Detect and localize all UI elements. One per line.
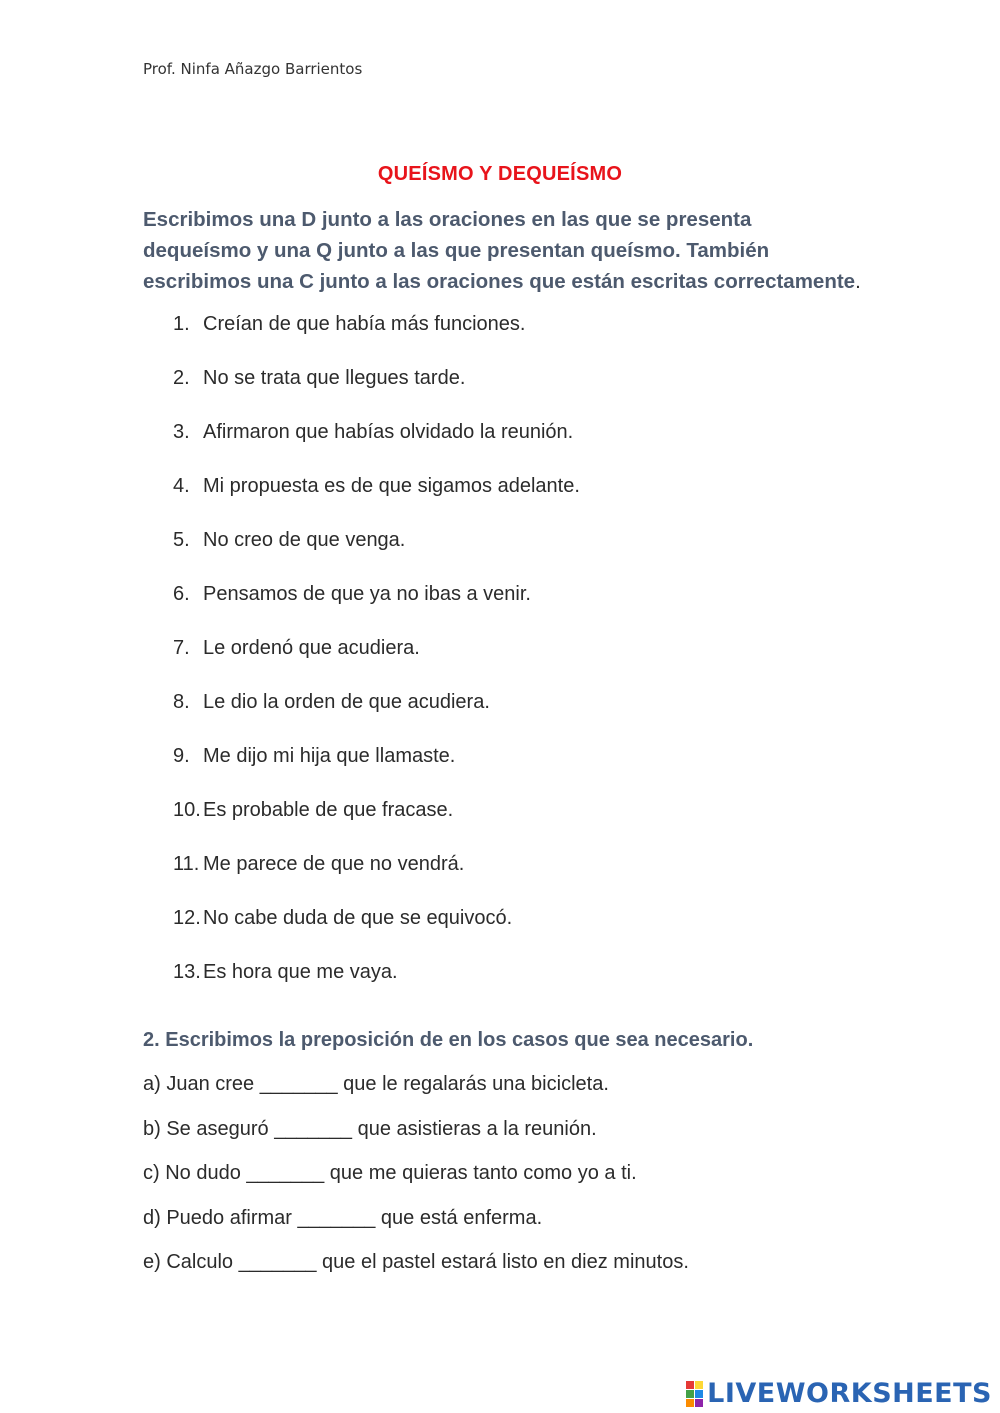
item-text: Afirmaron que habías olvidado la reunión.	[203, 421, 574, 443]
item-number: 6.	[173, 583, 190, 605]
item-number: 9.	[173, 745, 190, 767]
list-item	[173, 313, 580, 367]
item-text: Le ordenó que acudiera.	[203, 637, 420, 659]
item-text: Me dijo mi hija que llamaste.	[203, 745, 456, 767]
sentence-list	[173, 313, 580, 1015]
item-number: 5.	[173, 529, 190, 551]
item-text: Pensamos de que ya no ibas a venir.	[203, 583, 531, 605]
list-item	[173, 421, 580, 475]
list-item	[173, 745, 580, 799]
item-text: No se trata que llegues tarde.	[203, 367, 466, 389]
list-item	[173, 961, 580, 1015]
liveworksheets-logo	[686, 1378, 992, 1409]
item-text: Es hora que me vaya.	[203, 961, 398, 983]
fill-in-list	[143, 1073, 689, 1296]
item-number: 3.	[173, 421, 190, 443]
fill-item: c) No dudo _______ que me quieras tanto como yo a ti.	[143, 1162, 637, 1184]
instructions-text: Escribimos una D junto a las oraciones en las que se presenta dequeísmo y una Q junto a las que presentan queísmo. También escribimos una C junto a las oraciones que están escritas correctamente	[143, 208, 856, 293]
list-item	[173, 475, 580, 529]
item-text: No cabe duda de que se equivocó.	[203, 907, 513, 929]
logo-block	[686, 1399, 694, 1407]
fill-item: d) Puedo afirmar _______ que está enferma.	[143, 1206, 543, 1229]
item-number: 12.	[173, 907, 201, 929]
item-number: 4.	[173, 475, 190, 497]
logo-text: LIVEWORKSHEETS	[707, 1378, 992, 1409]
logo-block	[686, 1381, 694, 1389]
item-number: 7.	[173, 637, 190, 659]
logo-block	[695, 1399, 703, 1407]
item-text: Es probable de que fracase.	[203, 799, 454, 821]
logo-blocks-icon	[686, 1381, 703, 1407]
list-item	[173, 367, 580, 421]
fill-item: a) Juan cree _______ que le regalarás una bicicleta.	[143, 1073, 609, 1095]
list-item	[173, 853, 580, 907]
list-item	[173, 637, 580, 691]
worksheet-title: QUEÍSMO Y DEQUEÍSMO	[377, 163, 623, 185]
fill-item: e) Calculo _______ que el pastel estará listo en diez minutos.	[143, 1251, 689, 1273]
section2-title: 2. Escribimos la preposición de en los casos que sea necesario.	[143, 1029, 754, 1051]
item-text: Le dio la orden de que acudiera.	[203, 691, 490, 713]
item-number: 13.	[173, 961, 201, 983]
item-number: 2.	[173, 367, 190, 389]
list-item	[173, 529, 580, 583]
logo-block	[686, 1390, 694, 1398]
item-number: 8.	[173, 691, 190, 713]
item-text: Me parece de que no vendrá.	[203, 853, 465, 875]
logo-block	[695, 1381, 703, 1389]
list-item	[173, 907, 580, 961]
item-number: 10.	[173, 799, 201, 821]
fill-item: b) Se aseguró _______ que asistieras a la reunión.	[143, 1117, 597, 1140]
item-number: 11.	[173, 853, 200, 875]
logo-block	[695, 1390, 703, 1398]
list-item	[173, 691, 580, 745]
instructions	[143, 204, 863, 297]
author-header: Prof. Ninfa Añazgo Barrientos	[143, 60, 363, 78]
instructions-tail: .	[855, 270, 861, 293]
item-number: 1.	[173, 313, 190, 335]
item-text: Mi propuesta es de que sigamos adelante.	[203, 475, 580, 497]
list-item	[173, 799, 580, 853]
list-item	[173, 583, 580, 637]
item-text: Creían de que había más funciones.	[203, 313, 526, 335]
item-text: No creo de que venga.	[203, 529, 406, 551]
